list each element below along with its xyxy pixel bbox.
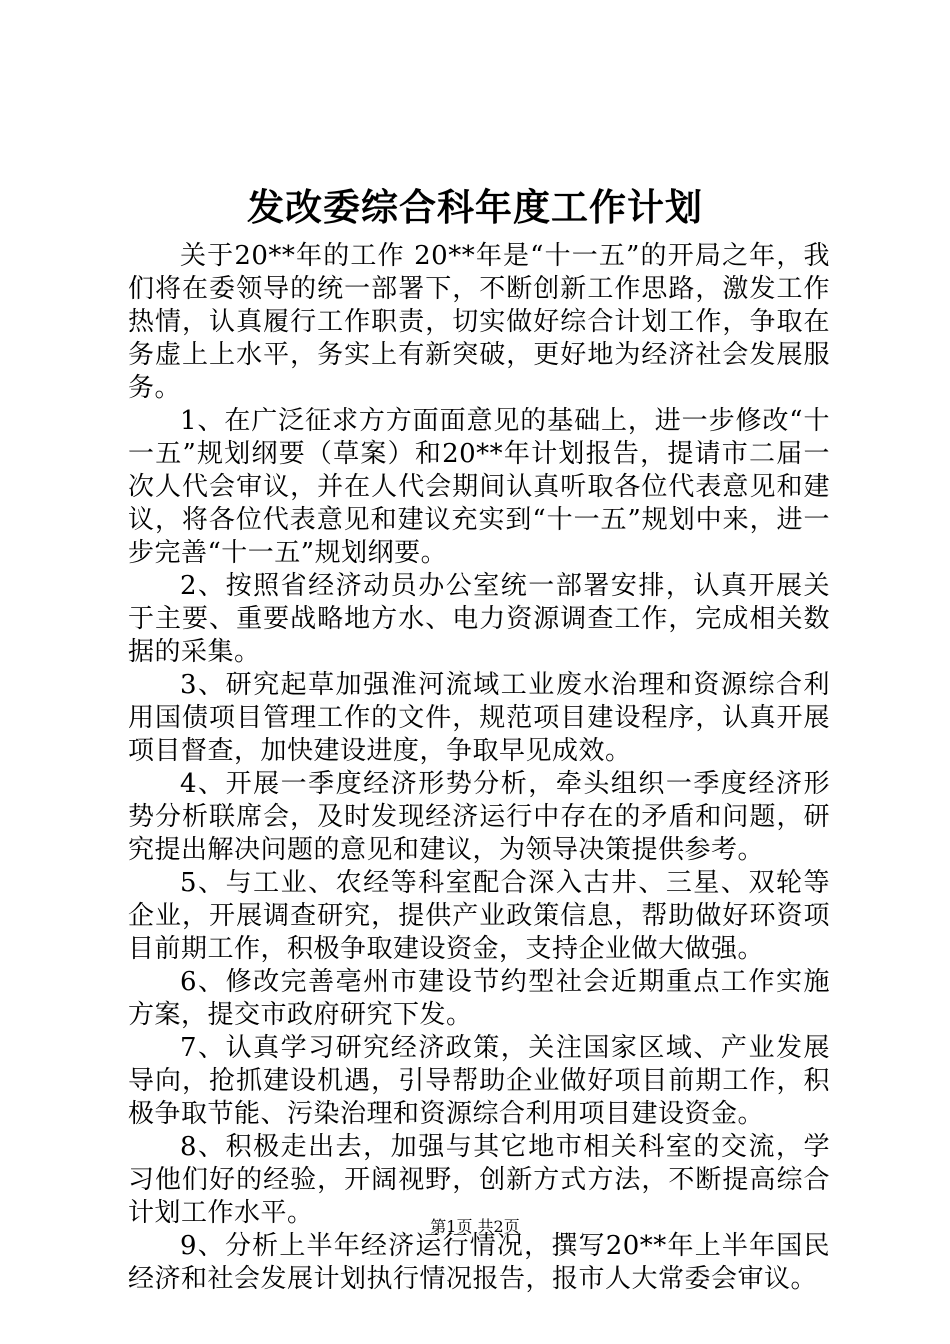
page-number-footer: 第1页 共2页 bbox=[430, 1217, 520, 1236]
paragraph-item-5: 5、与工业、农经等科室配合深入古井、三星、双轮等企业，开展调查研究，提供产业政策信息，帮助做好环资项目前期工作，积极争取建设资金，支持企业做大做强。 bbox=[128, 868, 830, 964]
paragraph-item-9: 9、分析上半年经济运行情况，撰写20**年上半年国民经济和社会发展计划执行情况报告，报市人大常委会审议。 bbox=[128, 1231, 830, 1294]
paragraph-item-6: 6、修改完善亳州市建设节约型社会近期重点工作实施方案，提交市政府研究下发。 bbox=[128, 967, 830, 1030]
paragraph-item-7: 7、认真学习研究经济政策，关注国家区域、产业发展导向，抢抓建设机遇，引导帮助企业做好项目前期工作，积极争取节能、污染治理和资源综合利用项目建设资金。 bbox=[128, 1033, 830, 1129]
paragraph-item-3: 3、研究起草加强淮河流域工业废水治理和资源综合利用国债项目管理工作的文件，规范项目建设程序，认真开展项目督查，加快建设进度，争取早见成效。 bbox=[128, 670, 830, 766]
paragraph-item-8: 8、积极走出去，加强与其它地市相关科室的交流，学习他们好的经验，开阔视野，创新方式方法，不断提高综合计划工作水平。 bbox=[128, 1132, 830, 1228]
paragraph-intro: 关于20**年的工作 20**年是“十一五”的开局之年，我们将在委领导的统一部署下，不断创新工作思路，激发工作热情，认真履行工作职责，切实做好综合计划工作，争取在务虚上上水平，务实上有新突破，更好地为经济社会发展服务。 bbox=[128, 241, 830, 403]
paragraph-item-2: 2、按照省经济动员办公室统一部署安排，认真开展关于主要、重要战略地方水、电力资源调查工作，完成相关数据的采集。 bbox=[128, 571, 830, 667]
paragraph-item-1: 1、在广泛征求方方面面意见的基础上，进一步修改“十一五”规划纲要（草案）和20**年计划报告，提请市二届一次人代会审议，并在人代会期间认真听取各位代表意见和建议，将各位代表意见和建议充实到“十一五”规划中来，进一步完善“十一五”规划纲要。 bbox=[128, 406, 830, 568]
document-title: 发改委综合科年度工作计划 bbox=[247, 185, 703, 229]
paragraph-item-4: 4、开展一季度经济形势分析，牵头组织一季度经济形势分析联席会，及时发现经济运行中存在的矛盾和问题，研究提出解决问题的意见和建议，为领导决策提供参考。 bbox=[128, 769, 830, 865]
document-body bbox=[128, 240, 830, 1296]
